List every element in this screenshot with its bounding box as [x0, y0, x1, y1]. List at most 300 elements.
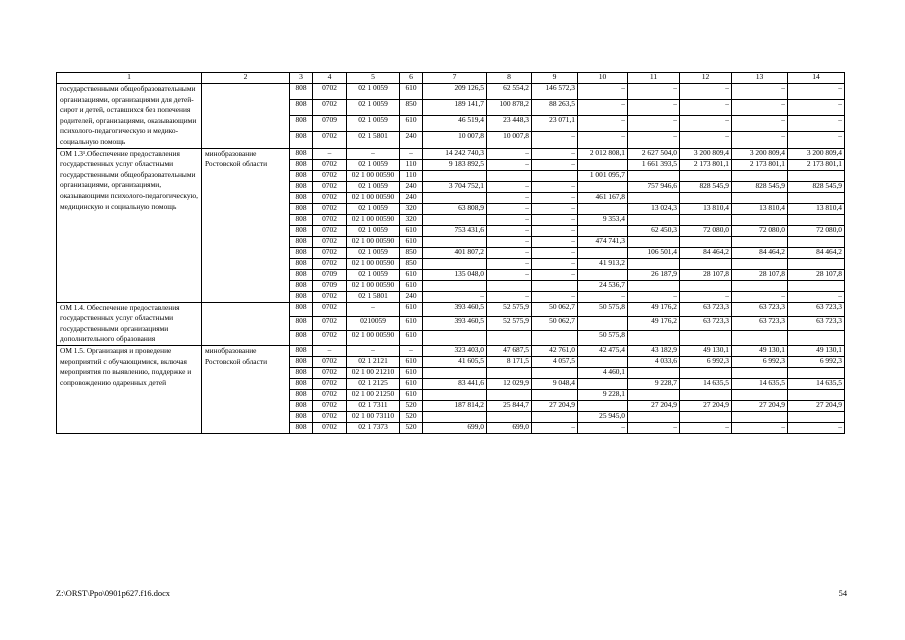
data-cell: – — [487, 159, 532, 170]
data-cell — [732, 411, 788, 422]
data-cell: 240 — [400, 181, 423, 192]
table-row — [57, 345, 845, 356]
data-cell — [788, 280, 845, 291]
data-cell — [628, 170, 680, 181]
data-cell: 240 — [400, 192, 423, 203]
data-cell: 43 182,9 — [628, 345, 680, 356]
data-cell: 27 204,9 — [732, 400, 788, 411]
data-cell: 100 878,2 — [487, 100, 532, 116]
data-cell: 699,0 — [487, 422, 532, 433]
data-cell: 02 1 7311 — [347, 400, 400, 411]
data-cell — [532, 367, 578, 378]
footer-file-path: Z:\ORST\Ppo\0901p627.f16.docx — [56, 589, 170, 598]
data-cell: – — [578, 291, 628, 302]
data-cell: 808 — [290, 411, 313, 422]
data-cell: 808 — [290, 100, 313, 116]
data-cell: – — [628, 132, 680, 148]
data-cell: 63 723,3 — [788, 302, 845, 316]
data-cell — [680, 389, 732, 400]
data-cell: – — [347, 302, 400, 316]
data-cell: 63 723,3 — [732, 317, 788, 331]
data-cell: 9 183 892,5 — [423, 159, 487, 170]
data-cell: – — [487, 236, 532, 247]
data-cell — [628, 331, 680, 345]
data-cell — [423, 411, 487, 422]
data-cell: – — [788, 100, 845, 116]
data-cell: 27 204,9 — [628, 400, 680, 411]
data-cell: 02 1 2125 — [347, 378, 400, 389]
data-cell — [487, 170, 532, 181]
data-cell — [532, 411, 578, 422]
data-cell — [680, 280, 732, 291]
data-cell: – — [680, 132, 732, 148]
data-cell: 808 — [290, 84, 313, 100]
data-cell — [788, 214, 845, 225]
data-cell: – — [628, 116, 680, 132]
data-cell: – — [578, 132, 628, 148]
data-cell: – — [680, 291, 732, 302]
data-cell: 757 946,6 — [628, 181, 680, 192]
data-cell: – — [732, 422, 788, 433]
data-cell: 0702 — [313, 400, 347, 411]
data-cell: 14 242 740,3 — [423, 148, 487, 159]
data-cell: 808 — [290, 116, 313, 132]
data-cell: – — [732, 84, 788, 100]
data-cell: 02 1 00 00590 — [347, 258, 400, 269]
data-cell: 25 844,7 — [487, 400, 532, 411]
data-cell — [578, 356, 628, 367]
data-cell: – — [532, 192, 578, 203]
data-cell: – — [578, 84, 628, 100]
data-cell: 850 — [400, 258, 423, 269]
column-number-header: 6 — [400, 73, 423, 84]
data-cell: 49 130,1 — [788, 345, 845, 356]
column-number-header: 13 — [732, 73, 788, 84]
data-cell: – — [487, 148, 532, 159]
data-cell: 84 464,2 — [680, 247, 732, 258]
data-cell — [423, 192, 487, 203]
data-cell: 808 — [290, 378, 313, 389]
data-cell — [487, 280, 532, 291]
data-cell: 0702 — [313, 367, 347, 378]
data-cell: 02 1 0059 — [347, 225, 400, 236]
measure-description: ОМ 1.4. Обеспечение предоставления государственных услуг областными государственными организациями дополнительного образования — [57, 302, 202, 345]
data-cell: 63 723,3 — [680, 302, 732, 316]
data-cell: – — [487, 214, 532, 225]
data-cell: – — [347, 148, 400, 159]
data-cell: 24 536,7 — [578, 280, 628, 291]
data-cell: 02 1 00 21250 — [347, 389, 400, 400]
data-cell: 240 — [400, 132, 423, 148]
data-cell: 850 — [400, 100, 423, 116]
data-cell: 0702 — [313, 422, 347, 433]
data-cell: 50 062,7 — [532, 317, 578, 331]
data-cell: 808 — [290, 159, 313, 170]
data-cell: 610 — [400, 84, 423, 100]
data-cell: 2 627 504,0 — [628, 148, 680, 159]
data-cell: 41 913,2 — [578, 258, 628, 269]
measure-description: ОМ 1.5. Организация и проведение мероприятий с обучающимися, включая мероприятия по выявлению, поддержке и сопровождению одаренных детей — [57, 345, 202, 433]
data-cell: 0702 — [313, 170, 347, 181]
data-cell: 02 1 0059 — [347, 247, 400, 258]
data-cell: 808 — [290, 225, 313, 236]
data-cell: 49 130,1 — [680, 345, 732, 356]
data-cell: 610 — [400, 356, 423, 367]
data-cell — [680, 331, 732, 345]
data-cell: 13 810,4 — [680, 203, 732, 214]
data-cell: – — [532, 148, 578, 159]
data-cell: 3 200 809,4 — [732, 148, 788, 159]
data-cell: – — [532, 291, 578, 302]
column-number-header: 7 — [423, 73, 487, 84]
data-cell: 63 723,3 — [732, 302, 788, 316]
data-cell: 0702 — [313, 302, 347, 316]
data-cell: 0702 — [313, 411, 347, 422]
data-cell: – — [628, 84, 680, 100]
data-cell: 808 — [290, 367, 313, 378]
data-cell — [578, 159, 628, 170]
data-cell: 52 575,9 — [487, 302, 532, 316]
data-cell: 0702 — [313, 317, 347, 331]
data-cell: 62 554,2 — [487, 84, 532, 100]
data-cell: 72 080,0 — [788, 225, 845, 236]
data-cell: – — [732, 291, 788, 302]
data-cell: – — [578, 422, 628, 433]
data-cell — [423, 367, 487, 378]
column-number-header: 1 — [57, 73, 202, 84]
data-cell — [628, 367, 680, 378]
data-cell: 209 126,5 — [423, 84, 487, 100]
data-cell — [732, 331, 788, 345]
data-cell: 9 048,4 — [532, 378, 578, 389]
data-cell: 808 — [290, 132, 313, 148]
data-cell: – — [400, 148, 423, 159]
data-cell: 0702 — [313, 356, 347, 367]
data-cell — [732, 170, 788, 181]
table-body — [57, 73, 845, 434]
data-cell: 02 1 0059 — [347, 100, 400, 116]
data-cell: 610 — [400, 116, 423, 132]
column-number-header: 12 — [680, 73, 732, 84]
data-cell: – — [532, 181, 578, 192]
data-cell — [732, 280, 788, 291]
data-cell — [628, 192, 680, 203]
data-cell: 02 1 0059 — [347, 84, 400, 100]
data-cell: 323 403,0 — [423, 345, 487, 356]
data-cell: 808 — [290, 247, 313, 258]
data-cell: 0702 — [313, 203, 347, 214]
data-cell: – — [532, 132, 578, 148]
data-cell: 3 704 752,1 — [423, 181, 487, 192]
data-cell: 520 — [400, 411, 423, 422]
data-cell: 0702 — [313, 159, 347, 170]
data-cell: 28 107,8 — [680, 269, 732, 280]
data-cell: 27 204,9 — [532, 400, 578, 411]
data-cell — [487, 367, 532, 378]
data-cell: 02 1 00 00590 — [347, 170, 400, 181]
data-cell: 14 635,5 — [788, 378, 845, 389]
data-cell: 13 024,3 — [628, 203, 680, 214]
data-cell: 9 353,4 — [578, 214, 628, 225]
data-cell: 02 1 00 73110 — [347, 411, 400, 422]
measure-description: государственными общеобразовательными организациями, организациями для детей-сирот и детей, оставшихся без попечения родителей, организациями, оказывающими психолого-педагогическую и медико-социальную помощь — [57, 84, 202, 149]
data-cell: 808 — [290, 181, 313, 192]
data-cell: – — [578, 100, 628, 116]
data-cell: – — [532, 236, 578, 247]
data-cell — [532, 170, 578, 181]
data-cell: 4 460,1 — [578, 367, 628, 378]
data-cell: 189 141,7 — [423, 100, 487, 116]
data-cell: 110 — [400, 170, 423, 181]
data-cell: 808 — [290, 302, 313, 316]
data-cell — [423, 331, 487, 345]
column-number-header: 5 — [347, 73, 400, 84]
data-cell: 808 — [290, 331, 313, 345]
executor-cell — [202, 302, 290, 345]
data-cell: 187 814,2 — [423, 400, 487, 411]
data-cell: 0210059 — [347, 317, 400, 331]
data-cell: 0702 — [313, 214, 347, 225]
data-cell: 0709 — [313, 269, 347, 280]
data-cell — [628, 258, 680, 269]
data-cell: 461 167,8 — [578, 192, 628, 203]
data-cell: 0702 — [313, 258, 347, 269]
table-row — [57, 84, 845, 100]
data-cell: – — [400, 345, 423, 356]
data-cell: 1 661 393,5 — [628, 159, 680, 170]
data-cell — [423, 236, 487, 247]
data-cell — [423, 214, 487, 225]
data-cell: 520 — [400, 422, 423, 433]
data-cell: 83 441,6 — [423, 378, 487, 389]
data-cell: 41 605,5 — [423, 356, 487, 367]
data-cell: 6 992,3 — [680, 356, 732, 367]
data-cell — [628, 280, 680, 291]
data-cell: – — [347, 345, 400, 356]
data-cell — [628, 389, 680, 400]
data-cell — [788, 389, 845, 400]
data-cell — [532, 331, 578, 345]
data-cell: – — [487, 247, 532, 258]
data-cell: – — [532, 159, 578, 170]
data-cell — [788, 331, 845, 345]
data-cell: – — [628, 422, 680, 433]
data-cell: 63 808,9 — [423, 203, 487, 214]
data-cell: – — [680, 116, 732, 132]
data-cell: – — [487, 225, 532, 236]
data-cell: – — [628, 291, 680, 302]
data-cell: 10 007,8 — [423, 132, 487, 148]
data-cell: 393 460,5 — [423, 317, 487, 331]
data-cell: – — [487, 269, 532, 280]
executor-cell: минобразование Ростовской области — [202, 148, 290, 302]
data-cell: – — [487, 192, 532, 203]
data-cell: – — [788, 422, 845, 433]
data-cell: 02 1 0059 — [347, 269, 400, 280]
data-cell: 828 545,9 — [732, 181, 788, 192]
data-cell: – — [578, 116, 628, 132]
data-cell: 8 171,5 — [487, 356, 532, 367]
data-cell — [788, 258, 845, 269]
data-cell: 110 — [400, 159, 423, 170]
column-number-header: 4 — [313, 73, 347, 84]
data-cell: 610 — [400, 367, 423, 378]
data-cell — [628, 214, 680, 225]
data-cell: 0702 — [313, 225, 347, 236]
data-cell: 610 — [400, 280, 423, 291]
data-cell: 393 460,5 — [423, 302, 487, 316]
data-cell — [680, 236, 732, 247]
table-row — [57, 302, 845, 316]
column-number-header: 3 — [290, 73, 313, 84]
data-cell — [732, 389, 788, 400]
data-cell: 63 723,3 — [680, 317, 732, 331]
data-cell: 4 057,5 — [532, 356, 578, 367]
column-number-header: 2 — [202, 73, 290, 84]
data-cell: 4 033,6 — [628, 356, 680, 367]
data-cell: 2 173 801,1 — [788, 159, 845, 170]
data-cell: – — [532, 422, 578, 433]
data-cell: – — [532, 247, 578, 258]
data-cell: 3 200 809,4 — [788, 148, 845, 159]
column-number-header: 11 — [628, 73, 680, 84]
data-cell: 1 001 095,7 — [578, 170, 628, 181]
data-cell: 52 575,9 — [487, 317, 532, 331]
data-cell: – — [680, 100, 732, 116]
data-cell: 320 — [400, 214, 423, 225]
data-cell: 28 107,8 — [732, 269, 788, 280]
data-cell: 3 200 809,4 — [680, 148, 732, 159]
data-cell: 14 635,5 — [732, 378, 788, 389]
data-cell: 02 1 7373 — [347, 422, 400, 433]
data-cell: 02 1 00 00590 — [347, 214, 400, 225]
data-cell — [680, 170, 732, 181]
data-cell: 02 1 0059 — [347, 203, 400, 214]
data-cell: – — [788, 116, 845, 132]
data-cell: 2 173 801,1 — [732, 159, 788, 170]
data-cell: – — [313, 345, 347, 356]
data-cell — [680, 411, 732, 422]
data-cell: 0702 — [313, 331, 347, 345]
data-cell: 2 012 808,1 — [578, 148, 628, 159]
data-cell: 610 — [400, 389, 423, 400]
data-cell: – — [532, 258, 578, 269]
data-cell: – — [732, 100, 788, 116]
data-cell: 49 130,1 — [732, 345, 788, 356]
data-cell: – — [788, 84, 845, 100]
data-cell — [578, 400, 628, 411]
executor-cell: минобразование Ростовской области — [202, 345, 290, 433]
data-cell: 146 572,3 — [532, 84, 578, 100]
data-cell: 808 — [290, 258, 313, 269]
data-cell: 72 080,0 — [680, 225, 732, 236]
column-number-header: 9 — [532, 73, 578, 84]
data-cell: 02 1 5801 — [347, 291, 400, 302]
data-cell — [732, 214, 788, 225]
data-cell: 808 — [290, 280, 313, 291]
data-cell: 50 575,8 — [578, 302, 628, 316]
data-cell: 808 — [290, 214, 313, 225]
data-cell: 72 080,0 — [732, 225, 788, 236]
data-cell: – — [487, 203, 532, 214]
data-cell — [578, 317, 628, 331]
data-cell: 50 575,8 — [578, 331, 628, 345]
data-cell: 699,0 — [423, 422, 487, 433]
data-cell — [732, 192, 788, 203]
data-cell: – — [732, 116, 788, 132]
data-cell: – — [532, 214, 578, 225]
data-cell — [423, 280, 487, 291]
data-cell: 02 1 5801 — [347, 132, 400, 148]
data-cell: – — [628, 100, 680, 116]
data-cell — [788, 192, 845, 203]
budget-table — [56, 72, 845, 434]
header-row — [57, 73, 845, 84]
data-cell: 02 1 2121 — [347, 356, 400, 367]
column-number-header: 14 — [788, 73, 845, 84]
data-cell: 828 545,9 — [680, 181, 732, 192]
data-cell — [788, 236, 845, 247]
data-cell: 753 431,6 — [423, 225, 487, 236]
data-cell — [578, 181, 628, 192]
data-cell: 808 — [290, 345, 313, 356]
data-cell: – — [732, 132, 788, 148]
data-cell: 84 464,2 — [788, 247, 845, 258]
data-cell: – — [487, 181, 532, 192]
data-cell: 850 — [400, 247, 423, 258]
data-cell: 106 501,4 — [628, 247, 680, 258]
data-cell: 808 — [290, 389, 313, 400]
data-cell — [423, 170, 487, 181]
data-cell: 0702 — [313, 389, 347, 400]
data-cell — [680, 192, 732, 203]
data-cell — [578, 203, 628, 214]
executor-cell — [202, 84, 290, 149]
data-cell — [680, 214, 732, 225]
data-cell: 401 807,2 — [423, 247, 487, 258]
data-cell: 808 — [290, 236, 313, 247]
data-cell — [487, 389, 532, 400]
data-cell: 6 992,3 — [732, 356, 788, 367]
data-cell — [788, 367, 845, 378]
data-cell — [578, 225, 628, 236]
data-cell: 02 1 00 21210 — [347, 367, 400, 378]
data-cell: 27 204,9 — [680, 400, 732, 411]
data-cell: 26 187,9 — [628, 269, 680, 280]
data-cell: 27 204,9 — [788, 400, 845, 411]
data-cell: 808 — [290, 356, 313, 367]
data-cell: 49 176,2 — [628, 302, 680, 316]
data-cell: 25 945,0 — [578, 411, 628, 422]
data-cell — [628, 236, 680, 247]
data-cell: 6 992,3 — [788, 356, 845, 367]
data-cell: 610 — [400, 302, 423, 316]
data-cell: 2 173 801,1 — [680, 159, 732, 170]
data-cell — [732, 236, 788, 247]
data-cell: 9 228,1 — [578, 389, 628, 400]
data-cell: 88 263,5 — [532, 100, 578, 116]
data-cell: 808 — [290, 170, 313, 181]
data-cell: 828 545,9 — [788, 181, 845, 192]
data-cell: – — [423, 291, 487, 302]
data-cell: 0709 — [313, 280, 347, 291]
data-cell — [578, 247, 628, 258]
data-cell: 02 1 00 00590 — [347, 280, 400, 291]
data-cell: 808 — [290, 422, 313, 433]
data-cell: 0702 — [313, 247, 347, 258]
data-cell: 610 — [400, 317, 423, 331]
data-cell: – — [680, 84, 732, 100]
